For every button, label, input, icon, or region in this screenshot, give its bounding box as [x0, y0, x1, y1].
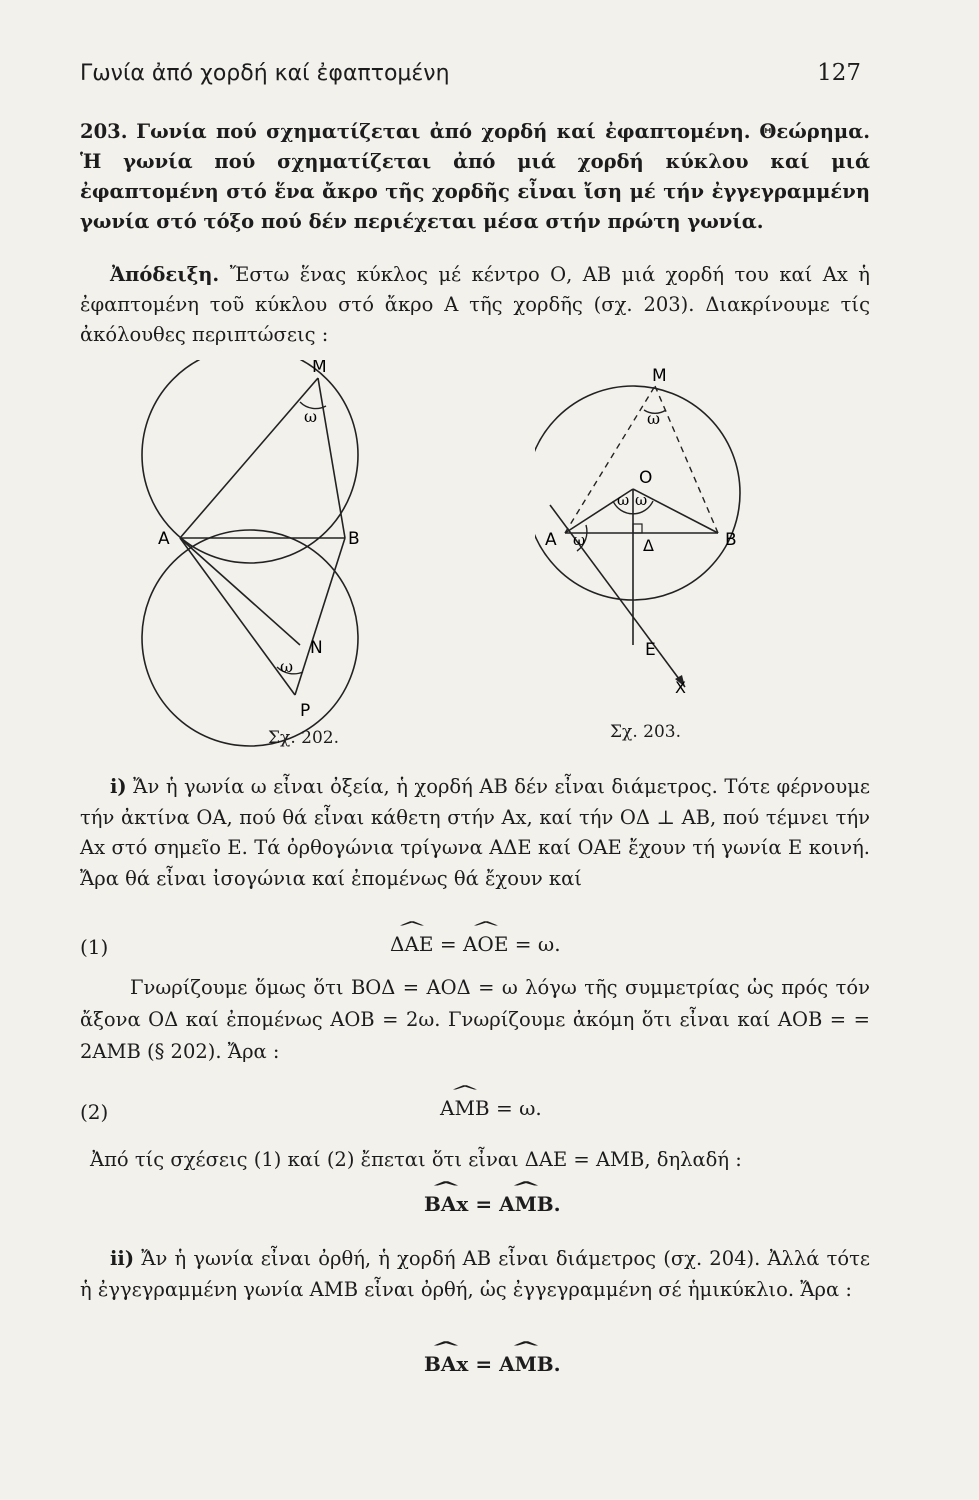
eq2-angle-a: ^ ΑΜΒ [440, 1096, 490, 1120]
theorem-label: Θεώρημα. [759, 120, 870, 143]
eq1-angle-a: ^ ΔΑΕ [390, 932, 434, 956]
result-ii-a: ^ ΒΑx [424, 1352, 468, 1376]
case-i-conclusion: Ἀπό τίς σχέσεις (1) καί (2) ἔπεται ὅτι εἶναι ΔΑΕ = ΑΜΒ, δηλαδή : [90, 1148, 742, 1171]
fig202-label: Β [348, 529, 360, 549]
case-ii-paragraph [80, 1243, 870, 1305]
fig203-label: Χ [675, 678, 686, 697]
figure-202 [140, 360, 380, 750]
result-ii: ^ ΒΑx = ^ ΑΜΒ. [424, 1352, 561, 1376]
case-ii-text: Ἄν ἡ γωνία εἶναι ὀρθή, ἡ χορδή ΑΒ εἶναι διάμετρος (σχ. 204). Ἀλλά τότε ἡ ἐγγεγραμμένη γωνία ΑΜΒ εἶναι ὀρθή, ὡς ἐγγεγραμμένη σέ ἡμικύκλιο. Ἄρα : [80, 1247, 870, 1301]
eq1-rhs: ω [537, 932, 555, 956]
fig203-label: Ε [645, 640, 656, 660]
eq1-tag: (1) [80, 935, 109, 959]
result-i-b: ^ ΑΜΒ [499, 1192, 554, 1216]
section-heading: Γωνία πού σχηματίζεται ἀπό χορδή καί ἐφαπτομένη. [136, 120, 751, 143]
result-i-a: ^ ΒΑx [424, 1192, 468, 1216]
equation-1: ^ ΔΑΕ = ^ ΑΟΕ = ω. [390, 932, 561, 956]
case-i-label: i) [110, 775, 127, 798]
fig203-caption: Σχ. 203. [610, 722, 681, 742]
fig202-label: ω [280, 657, 294, 676]
case-ii-label: ii) [110, 1247, 135, 1270]
fig203-label: Β [725, 530, 737, 550]
fig203-label: ω [573, 531, 586, 549]
section-203 [80, 117, 870, 237]
fig203-label: ω [635, 491, 648, 509]
proof-label: Ἀπόδειξη. [110, 263, 220, 286]
fig202-label: Α [158, 529, 170, 549]
fig203-label: ω [647, 409, 661, 428]
equation-2: ^ ΑΜΒ = ω. [440, 1096, 542, 1120]
fig203-label: Δ [643, 536, 654, 555]
fig202-label: Μ [312, 360, 327, 377]
case-i-paragraph [80, 772, 870, 894]
eq1-angle-b: ^ ΑΟΕ [463, 932, 508, 956]
fig203-label: Μ [652, 366, 667, 386]
header-title: Γωνία ἀπό χορδή καί ἐφαπτομένη [80, 61, 450, 86]
fig202-label: Ρ [300, 701, 311, 721]
case-i-text: Ἄν ἡ γωνία ω εἶναι ὀξεία, ἡ χορδή ΑΒ δέν εἶναι διάμετρος. Τότε φέρνουμε τήν ἀκτίνα ΟΑ, πού θά εἶναι κάθετη στήν Αx, καί τήν ΟΔ ⊥ ΑΒ, πού τέμνει τήν Αx στό σημεῖο Ε. Τά ὀρθογώνια τρίγωνα ΑΔΕ καί ΟΑΕ ἔχουν τή γωνία Ε κοινή. Ἄρα θά εἶναι ἰσογώνια καί ἐπομένως θά ἔχουν καί [80, 775, 870, 890]
proof-intro-text: Ἔστω ἕνας κύκλος μέ κέντρο Ο, ΑΒ μιά χορδή του καί Αx ἡ ἐφαπτομένη τοῦ κύκλου στό ἄκρο Α τῆς χορδῆς (σχ. 203). Διακρίνουμε τίς ἀκόλουθες περιπτώσεις : [80, 263, 870, 346]
fig202-label: ω [304, 407, 318, 426]
fig202-caption: Σχ. 202. [268, 728, 339, 748]
eq2-tag: (2) [80, 1100, 109, 1124]
running-header [80, 60, 861, 94]
section-number: 203. [80, 120, 128, 143]
result-ii-b: ^ ΑΜΒ [499, 1352, 554, 1376]
case-i-paragraph-2: Γνωρίζουμε ὅμως ὅτι ΒΟΔ = ΑΟΔ = ω λόγω τῆς συμμετρίας ὡς πρός τόν ἄξονα ΟΔ καί ἐπομένως ΑΟΒ = 2ω. Γνωρίζουμε ἀκόμη ὅτι εἶναι καί ΑΟΒ = = 2ΑΜΒ (§ 202). Ἄρα : [80, 976, 870, 1063]
fig203-label: ω [617, 491, 630, 509]
fig203-label: Α [545, 530, 557, 550]
fig202-label: Ν [310, 638, 323, 658]
fig202-upper-circle [142, 360, 358, 563]
result-i: ^ ΒΑx = ^ ΑΜΒ. [424, 1192, 561, 1216]
figure-203 [535, 365, 775, 725]
proof-intro [80, 260, 870, 350]
eq2-rhs: ω [519, 1096, 536, 1120]
fig203-label: Ο [639, 468, 653, 488]
page-number: 127 [817, 60, 861, 86]
theorem-text: Ἡ γωνία πού σχηματίζεται ἀπό μιά χορδή κύκλου καί μιά ἐφαπτομένη στό ἕνα ἄκρο τῆς χορδῆς εἶναι ἴση μέ τήν ἐγγεγραμμένη γωνία στό τόξο πού δέν περιέχεται μέσα στήν πρώτη γωνία. [80, 150, 870, 233]
